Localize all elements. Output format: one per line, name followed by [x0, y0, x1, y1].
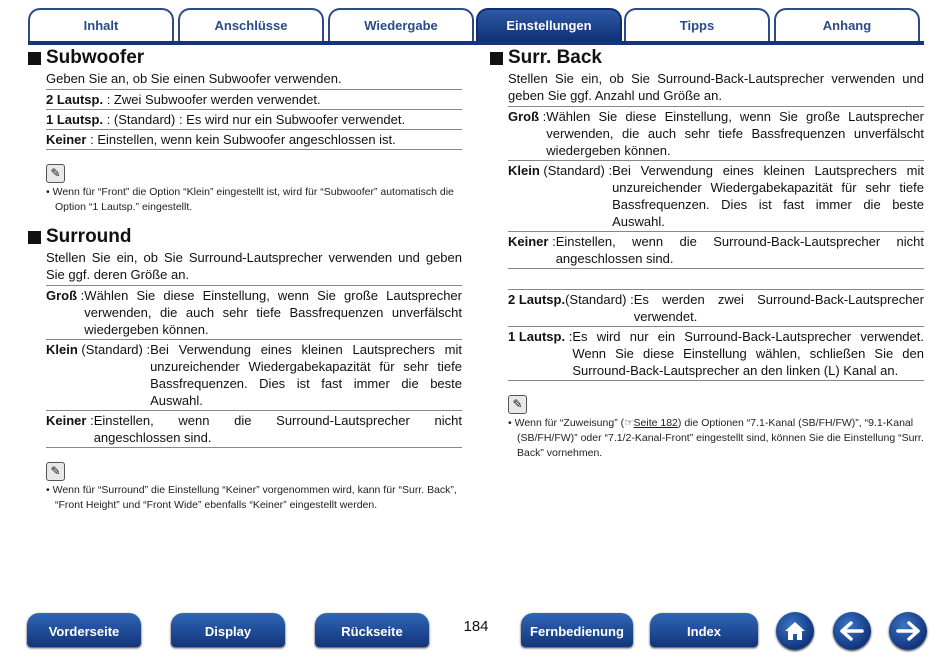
section-heading-subwoofer: Subwoofer — [28, 46, 462, 70]
note-text: • Wenn für “Front” die Option “Klein” eingestellt ist, wird für “Subwoofer” automatisch die Option “1 Lautsp.” eingestellt. — [46, 186, 454, 213]
page-number: 184 — [463, 618, 489, 635]
option-row: 2 Lautsp. : Zwei Subwoofer werden verwendet. — [46, 89, 462, 109]
bullet-square-icon — [28, 52, 41, 65]
tab-inhalt[interactable]: Inhalt — [28, 8, 174, 42]
option-row: 1 Lautsp. : Es wird nur ein Surround-Back-Lautsprecher verwendet. Wenn Sie diese Einstellung wählen, schließen Sie den Surround-Back-Lautsprecher an den linken (L) Kanal an. — [508, 326, 924, 381]
subwoofer-intro: Geben Sie an, ob Sie einen Subwoofer verwenden. — [46, 71, 342, 86]
surr-back-intro: Stellen Sie ein, ob Sie Surround-Back-Lautsprecher verwenden und geben Sie ggf. Anzahl und Größe an. — [508, 71, 924, 103]
pencil-note-icon: ✎ — [46, 164, 65, 183]
divider — [508, 268, 924, 287]
bullet-square-icon — [28, 231, 41, 244]
option-row: Keiner : Einstellen, wenn die Surround-Back-Lautsprecher nicht angeschlossen sind. — [508, 231, 924, 268]
arrow-left-icon — [839, 621, 865, 641]
option-row: Klein (Standard) : Bei Verwendung eines kleinen Lautsprechers mit unzureichender Wiedergabekapazität für sehr tiefe Bassfrequenzen. Dies ist fast immer die beste Auswahl. — [508, 160, 924, 231]
arrow-right-icon — [895, 621, 921, 641]
page-link[interactable]: Seite 182 — [633, 417, 678, 429]
forward-button[interactable] — [889, 612, 927, 650]
note-text: • Wenn für “Zuweisung” (☞Seite 182) die Optionen “7.1-Kanal (SB/FH/FW)”, “9.1-Kanal (SB/FH/FW)” oder “7.1/2-Kanal-Front” eingestellt sind, können Sie die Einstellung “Surr. Back” vornehmen. — [508, 417, 924, 459]
section-heading-surr-back: Surr. Back — [490, 46, 924, 70]
tab-wiedergabe[interactable]: Wiedergabe — [328, 8, 474, 42]
tab-anschluesse[interactable]: Anschlüsse — [178, 8, 324, 42]
pencil-note-icon: ✎ — [46, 462, 65, 481]
pencil-note-icon: ✎ — [508, 395, 527, 414]
home-button[interactable] — [776, 612, 814, 650]
note-text: • Wenn für “Surround” die Einstellung “Keiner” vorgenommen wird, kann für “Surr. Back”, “Front Height” und “Front Wide” ebenfalls “Keiner” eingestellt werden. — [46, 484, 457, 511]
top-tab-bar — [28, 8, 924, 44]
option-row: Klein (Standard) : Bei Verwendung eines kleinen Lautsprechers mit unzureichender Wiedergabekapazität für sehr tiefe Bassfrequenzen. Dies ist fast immer die beste Auswahl. — [46, 339, 462, 410]
option-row: 2 Lautsp.(Standard) : Es werden zwei Surround-Back-Lautsprecher verwendet. — [508, 289, 924, 326]
tab-tipps[interactable]: Tipps — [624, 8, 770, 42]
tab-underline — [28, 41, 924, 45]
back-button[interactable] — [833, 612, 871, 650]
option-row: Keiner : Einstellen, wenn kein Subwoofer angeschlossen ist. — [46, 129, 462, 150]
option-row: Groß : Wählen Sie diese Einstellung, wenn Sie große Lautsprecher verwenden, die auch sehr tiefe Bassfrequenzen unverfälscht wiedergeben können. — [46, 285, 462, 339]
nav-fernbedienung-button[interactable]: Fernbedienung — [521, 613, 633, 647]
nav-vorderseite-button[interactable]: Vorderseite — [27, 613, 141, 647]
nav-rueckseite-button[interactable]: Rückseite — [315, 613, 429, 647]
right-column — [508, 46, 924, 461]
tab-einstellungen[interactable]: Einstellungen — [476, 8, 622, 42]
tab-anhang[interactable]: Anhang — [774, 8, 920, 42]
left-column — [46, 46, 462, 513]
option-row: Groß : Wählen Sie diese Einstellung, wenn Sie große Lautsprecher verwenden, die auch sehr tiefe Bassfrequenzen unverfälscht wiedergeben können. — [508, 106, 924, 160]
surround-intro: Stellen Sie ein, ob Sie Surround-Lautsprecher verwenden und geben Sie ggf. deren Größe an. — [46, 250, 462, 282]
reference-icon: ☞ — [624, 417, 634, 429]
home-icon — [783, 620, 807, 642]
nav-index-button[interactable]: Index — [650, 613, 758, 647]
nav-display-button[interactable]: Display — [171, 613, 285, 647]
bullet-square-icon — [490, 52, 503, 65]
option-row: Keiner : Einstellen, wenn die Surround-Lautsprecher nicht angeschlossen sind. — [46, 410, 462, 448]
option-row: 1 Lautsp. : (Standard) : Es wird nur ein Subwoofer verwendet. — [46, 109, 462, 129]
section-heading-surround: Surround — [28, 225, 462, 249]
